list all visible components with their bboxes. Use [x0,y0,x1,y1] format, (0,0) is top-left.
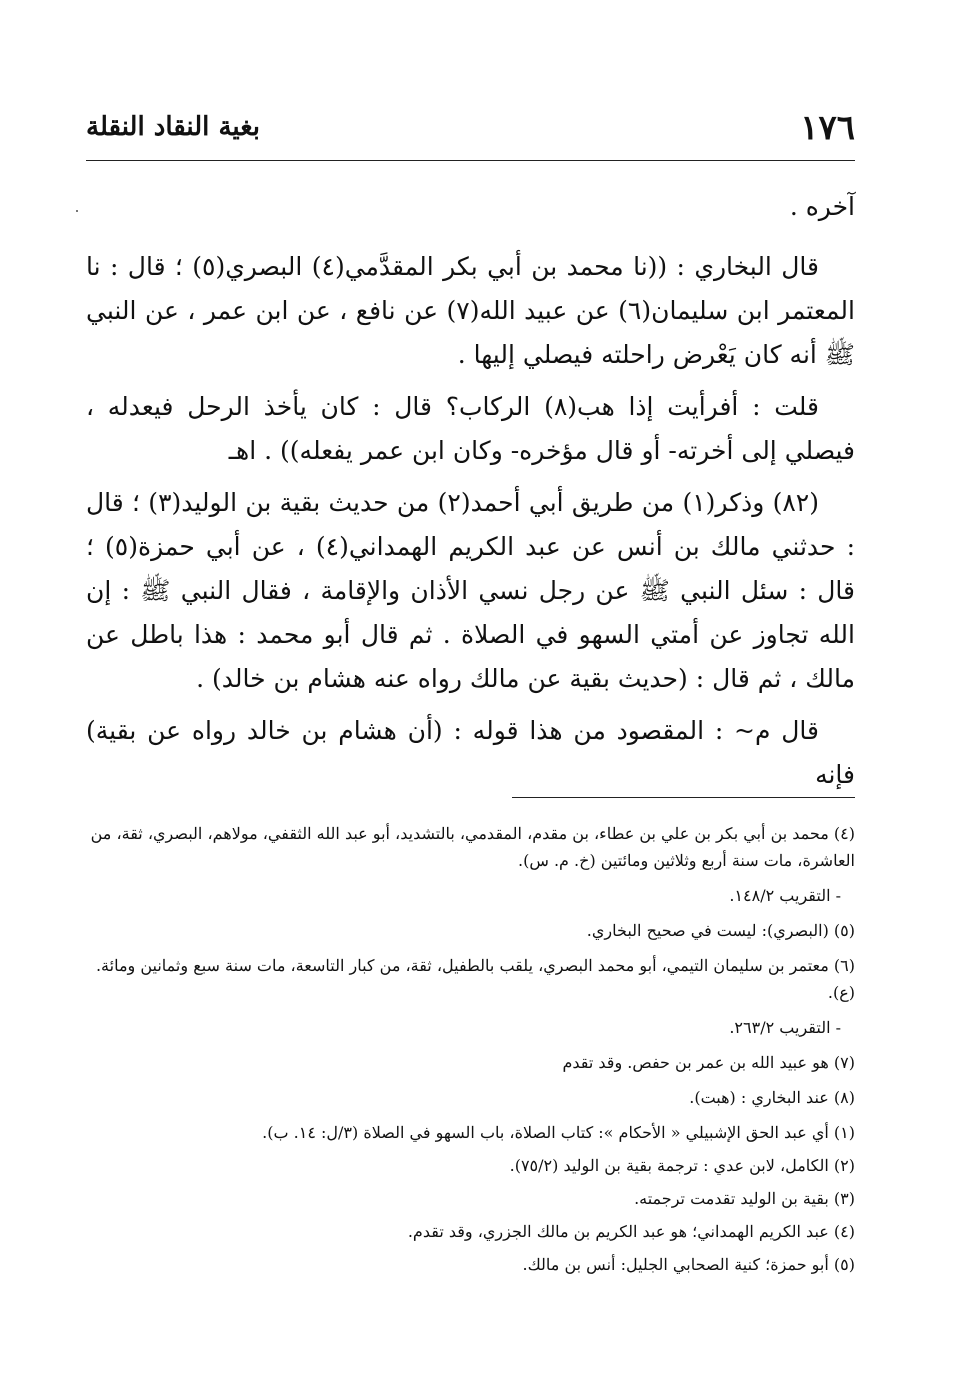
footnote-item: (٢) الكامل، لابن عدي : ترجمة بقية بن الوليد (٧٥/٢). [509,1156,855,1175]
paragraph-commentary: قال م~ : المقصود من هذا قوله : (أن هشام بن خالد رواه عن بقية) فإنه [86,716,855,789]
footnote-item: (٥) (البصري): ليست في صحيح البخاري. [586,921,855,940]
paragraph-bukhari-quote: قال البخاري : ((نا محمد بن أبي بكر المقدَّمي(٤) البصري(٥) ؛ قال : نا المعتمر ابن سليمان(٦) عن عبيد الله(٧) عن نافع ، عن ابن عمر ، عن النبي ﷺ أنه كان يَعْرض راحلته فيصلي إليها . [86,252,855,369]
footnote-item: (٨) عند البخاري : (هبت). [689,1088,855,1107]
footnote-item: (٤) عبد الكريم الهمداني؛ هو عبد الكريم بن مالك الجزري، وقد تقدم. [407,1222,855,1241]
paragraph-question: قلت : أفرأيت إذا هب(٨) الركاب؟ قال : كان يأخذ الرحل فيعدله ، فيصلي إلى أخرته- أو قال مؤخره- وكان ابن عمر يفعله)) . اهـ [86,392,855,465]
main-text [86,185,855,805]
footnote-item: (٧) هو عبيد الله بن عمر بن حفص. وقد تقدم [562,1053,855,1072]
page-header [86,108,855,152]
footnote-item: (٤) محمد بن أبي بكر بن علي بن عطاء، بن مقدم، المقدمي، بالتشديد، أبو عبد الله الثقفي، مولاهم، البصري، ثقة، من العاشرة، مات سنة أربع وثلاثين ومائتين (خ. م. س). [90,824,855,870]
header-rule [86,160,855,161]
page-number: ١٧٦ [800,108,855,148]
footnotes [86,820,855,1284]
footnote-reference: - التقريب ٢٦٣/٢. [729,1018,841,1037]
paragraph-continuation: آخره . [789,192,855,221]
footnote-item: (٦) معتمر بن سليمان التيمي، أبو محمد البصري، يلقب بالطفيل، ثقة، من كبار التاسعة، مات سنة سبع وثمانين ومائة. (ع). [95,956,855,1002]
footnote-item: (٥) أبو حمزة؛ كنية الصحابي الجليل: أنس بن مالك. [522,1255,855,1274]
footnote-item: (١) أي عبد الحق الإشبيلي « الأحكام »: كتاب الصلاة، باب السهو في الصلاة (٣/ل: ١٤. ب). [262,1123,855,1142]
running-title: بغية النقاد النقلة [86,112,261,142]
paragraph-82: (٨٢) وذكر(١) من طريق أبي أحمد(٢) من حديث بقية بن الوليد(٣) ؛ قال : حدثني مالك بن أنس عن عبد الكريم الهمداني(٤) ، عن أبي حمزة(٥) ؛ قال : سئل النبي ﷺ عن رجل نسي الأذان والإقامة ، فقال النبي ﷺ : إن الله تجاوز عن أمتي السهو في الصلاة . ثم قال أبو محمد : هذا باطل عن مالك ، ثم قال : (حديث بقية عن مالك رواه عنه هشام بن خالد) . [86,488,855,693]
footnote-reference: - التقريب ١٤٨/٢. [729,886,841,905]
footnote-item: (٣) بقية بن الوليد تقدمت ترجمته. [634,1189,855,1208]
footnote-rule [512,797,855,798]
margin-speck [76,210,78,212]
